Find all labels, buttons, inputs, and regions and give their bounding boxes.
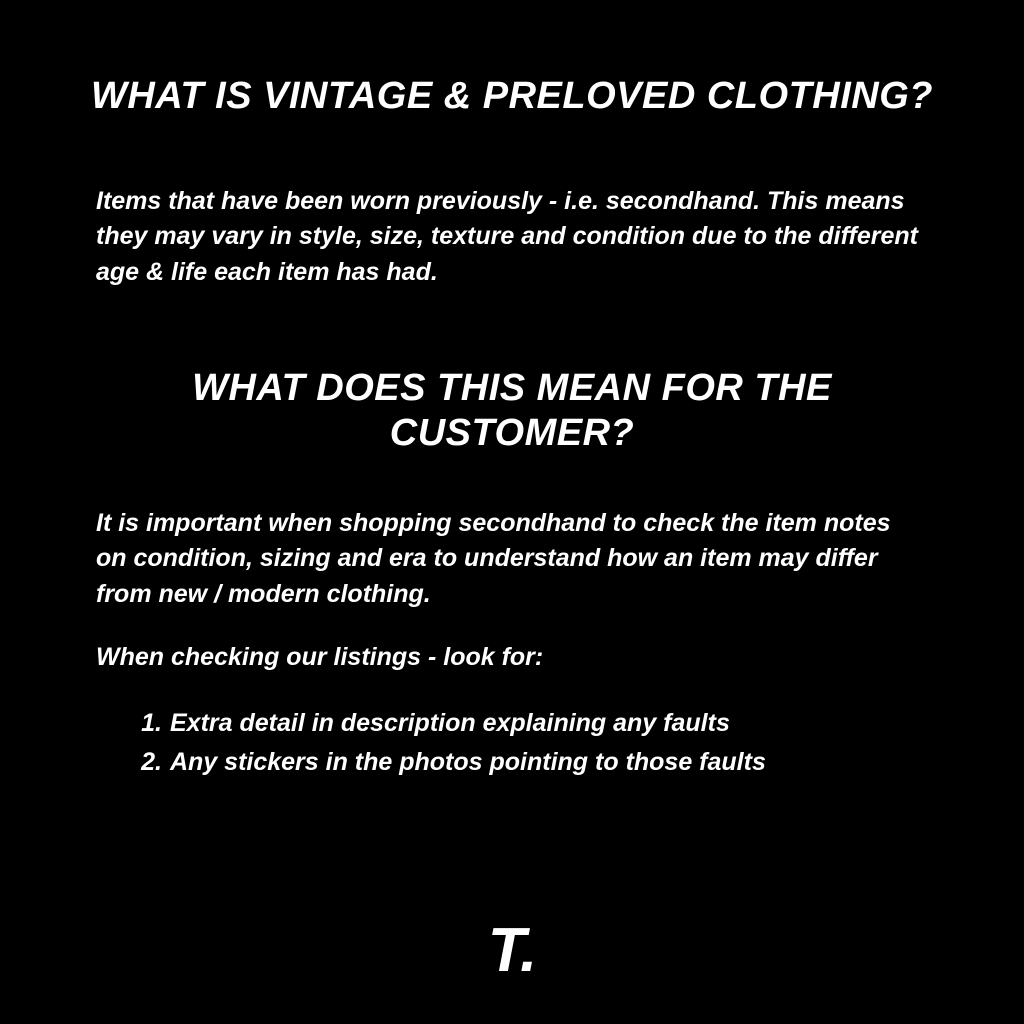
logo-container: [0, 916, 1024, 985]
list-item-label: Extra detail in description explaining any faults: [170, 708, 730, 737]
page-title: WHAT IS VINTAGE & PRELOVED CLOTHING?: [90, 75, 934, 117]
spacer: [0, 290, 1024, 366]
spacer: [0, 456, 1024, 506]
spacer: [0, 676, 1024, 704]
intro-paragraph: Items that have been worn previously - i.e. secondhand. This means they may vary in style, size, texture and condition due to the different age & life each item has had.: [96, 186, 918, 286]
brand-logo: T.: [487, 916, 537, 985]
spacer: [0, 612, 1024, 640]
list-item: [141, 704, 926, 743]
section-heading-customer: WHAT DOES THIS MEAN FOR THE CUSTOMER?: [192, 367, 832, 455]
customer-paragraph: It is important when shopping secondhand to check the item notes on condition, sizing and era to understand how an item may differ from new / modern clothing.: [96, 508, 891, 608]
list-item-number: 2.: [141, 747, 162, 776]
list-item: [141, 743, 926, 782]
list-item-label: Any stickers in the photos pointing to those faults: [170, 747, 766, 776]
spacer: [0, 118, 1024, 184]
listings-prompt: When checking our listings - look for:: [96, 643, 544, 672]
checklist: [0, 704, 1024, 782]
list-item-number: 1.: [141, 708, 162, 737]
